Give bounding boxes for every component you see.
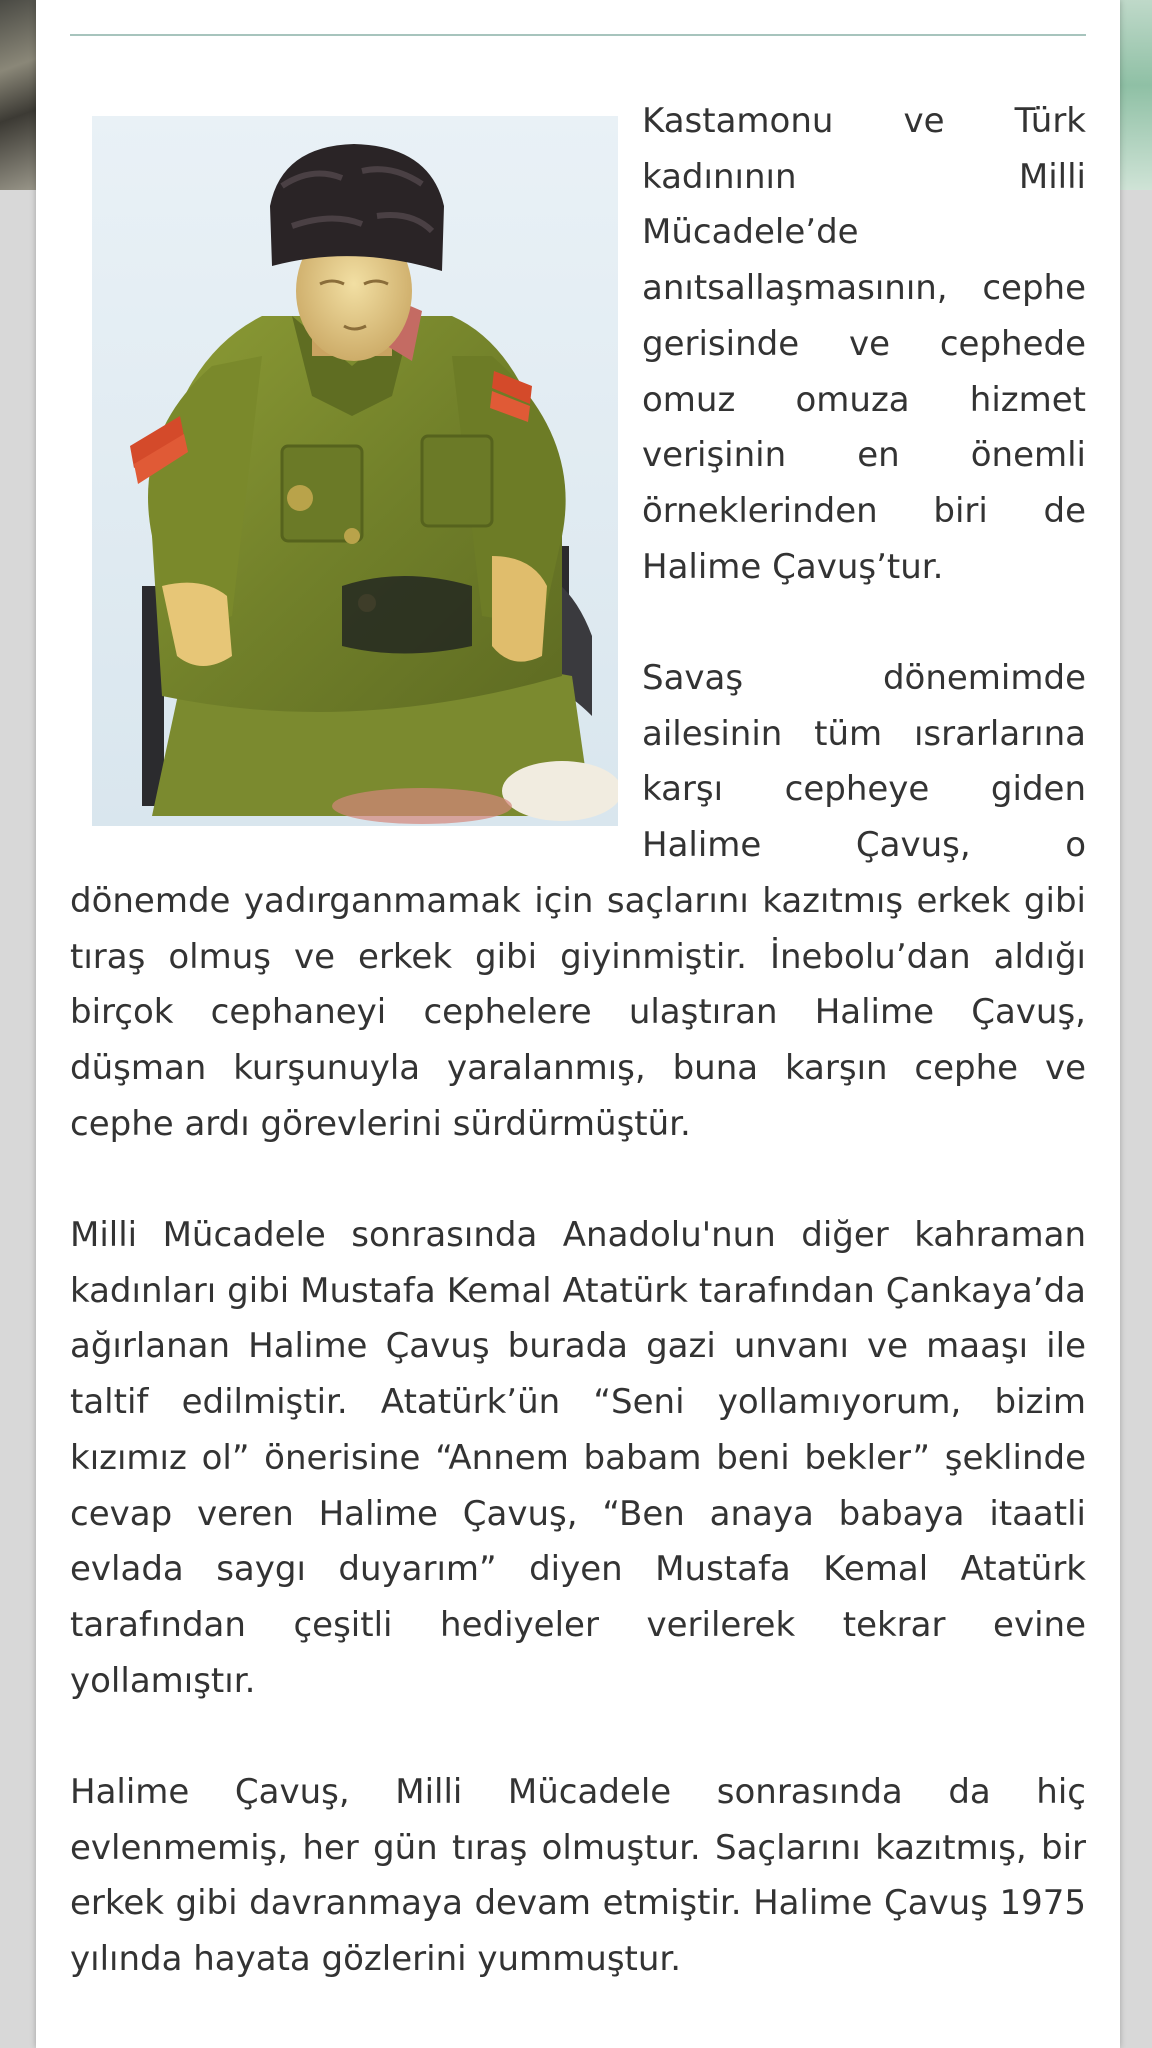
section-divider <box>70 34 1086 36</box>
background-photo-left <box>0 0 40 190</box>
paragraph-intro: Kastamonu ve Türk kadınının Milli Mücadele’de anıtsallaşmasının, cephe gerisinde ve cephede omuz omuza hizmet verişinin en önemli örneklerinden biri de Halime Çavuş’tur. <box>642 101 1086 587</box>
paragraph-ataturk: Milli Mücadele sonrasında Anadolu'nun diğer kahraman kadınları gibi Mustafa Kemal Atatürk tarafından Çankaya’da ağırlanan Halime Çavuş burada gazi unvanı ve maaşı ile taltif edilmiştir. Atatürk’ün “Seni yollamıyorum, bizim kızımız ol” önerisine “Annem babam beni bekler” şeklinde cevap veren Halime Çavuş, “Ben anaya babaya itaatli evlada saygı duyarım” diyen Mustafa Kemal Atatürk tarafından çeşitli hediyeler verilerek tekrar evine yollamıştır. <box>70 1215 1086 1701</box>
article-card <box>36 0 1120 2048</box>
paragraph-war-service: Savaş dönemimde ailesinin tüm ısrarlarına karşı cepheye giden Halime Çavuş, o dönemde yadırganmamak için saçlarını kazıtmış erkek gibi tıraş olmuş ve erkek gibi giyinmiştir. İnebolu’dan aldığı birçok cephaneyi cephelere ulaştıran Halime Çavuş, düşman kurşunuyla yaralanmış, buna karşın cephe ve cephe ardı görevlerini sürdürmüştür. <box>70 658 1086 1144</box>
portrait-image <box>92 116 618 826</box>
article-body <box>70 94 1086 2044</box>
paragraph-later-life: Halime Çavuş, Milli Mücadele sonrasında da hiç evlenmemiş, her gün tıraş olmuştur. Saçlarını kazıtmış, bir erkek gibi davranmaya devam etmiştir. Halime Çavuş 1975 yılında hayata gözlerini yummuştur. <box>70 1772 1086 1980</box>
